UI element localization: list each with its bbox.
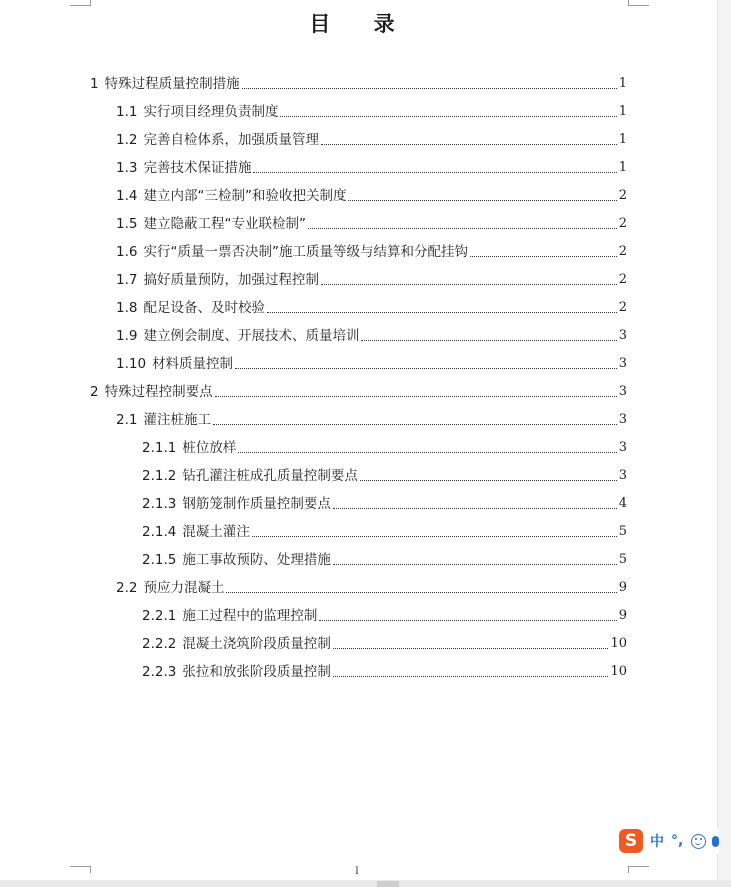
toc-entry-number: 2.2.1 xyxy=(142,608,177,624)
ime-toolbar[interactable] xyxy=(619,828,719,854)
toc-entry-number: 2.1.2 xyxy=(142,468,177,484)
toc-dot-leader xyxy=(360,479,617,481)
toc-entry[interactable] xyxy=(116,102,627,122)
toc-entry-page: 3 xyxy=(618,328,627,343)
toc-dot-leader xyxy=(242,87,617,89)
toc-entry-title[interactable]: 桩位放样 xyxy=(182,440,237,456)
toc-entry-page: 10 xyxy=(610,664,627,679)
crop-mark-bottom-left xyxy=(70,866,91,873)
toc-entry[interactable] xyxy=(116,214,627,234)
toc-dot-leader xyxy=(333,563,617,565)
toc-title: 目 录 xyxy=(309,11,413,36)
crop-mark-top-right xyxy=(628,0,649,6)
vertical-scrollbar[interactable] xyxy=(717,0,731,880)
toc-entry-title[interactable]: 实行“质量一票否决制”施工质量等级与结算和分配挂钩 xyxy=(143,244,468,260)
footer-page-number: I xyxy=(355,866,359,877)
toc-entry[interactable] xyxy=(142,494,627,514)
ime-mode-toggle[interactable]: 中 xyxy=(650,834,664,850)
toc-entry-title[interactable]: 钻孔灌注桩成孔质量控制要点 xyxy=(182,468,358,484)
toc-entry[interactable] xyxy=(142,606,627,626)
toc-entry-title[interactable]: 混凝土灌注 xyxy=(182,524,250,540)
toc-entry-title[interactable]: 张拉和放张阶段质量控制 xyxy=(182,664,331,680)
toc-entry-number: 2.2.3 xyxy=(142,664,177,680)
toc-entry[interactable] xyxy=(142,634,627,654)
toc-entry-title[interactable]: 特殊过程质量控制措施 xyxy=(104,76,240,92)
toc-dot-leader xyxy=(333,675,609,677)
toc-entry-page: 9 xyxy=(618,608,627,623)
toc-entry-number: 1 xyxy=(90,76,99,92)
toc-entry-number: 1.7 xyxy=(116,272,138,288)
toc-entry-number: 1.4 xyxy=(116,188,138,204)
toc-dot-leader xyxy=(470,255,617,257)
toc-entry[interactable] xyxy=(116,158,627,178)
toc-entry-number: 2.1.4 xyxy=(142,524,177,540)
toc-entry-number: 2.1.1 xyxy=(142,440,177,456)
horizontal-scrollbar[interactable] xyxy=(0,880,731,887)
toc-entry-page: 9 xyxy=(618,580,627,595)
toc-entry[interactable] xyxy=(116,578,627,598)
toc-entry-page: 2 xyxy=(618,300,627,315)
toc-entry-title[interactable]: 混凝土浇筑阶段质量控制 xyxy=(182,636,331,652)
toc-entry-number: 2.2.2 xyxy=(142,636,177,652)
toc-entry-page: 10 xyxy=(610,636,627,651)
toc-entry[interactable] xyxy=(90,382,627,402)
toc-entry-page: 3 xyxy=(618,468,627,483)
toc-entry-page: 2 xyxy=(618,216,627,231)
toc-dot-leader xyxy=(308,227,617,229)
ime-punctuation-toggle[interactable]: °, xyxy=(671,833,684,849)
toc-dot-leader xyxy=(226,591,616,593)
toc-entry-page: 2 xyxy=(618,272,627,287)
toc-entry-title[interactable]: 钢筋笼制作质量控制要点 xyxy=(182,496,331,512)
toc-dot-leader xyxy=(213,423,617,425)
toc-entry-page: 5 xyxy=(618,524,627,539)
toc-entry-number: 2.1 xyxy=(116,412,138,428)
toc-entry-number: 1.10 xyxy=(116,356,147,372)
toc-entry-title[interactable]: 完善自检体系，加强质量管理 xyxy=(143,132,319,148)
toc-entry-page: 1 xyxy=(618,160,627,175)
toc-entry-title[interactable]: 实行项目经理负责制度 xyxy=(143,104,279,120)
toc-entry-page: 1 xyxy=(618,76,627,91)
toc-entry[interactable] xyxy=(116,242,627,262)
sogou-logo-icon[interactable]: S xyxy=(619,829,643,853)
emoji-icon[interactable] xyxy=(691,834,706,849)
toc-dot-leader xyxy=(252,535,617,537)
toc-entry-number: 1.1 xyxy=(116,104,138,120)
toc-entry-title[interactable]: 搞好质量预防，加强过程控制 xyxy=(143,272,319,288)
toc-entry-title[interactable]: 完善技术保证措施 xyxy=(143,160,252,176)
toc-entry-title[interactable]: 施工事故预防、处理措施 xyxy=(182,552,331,568)
toc-entry-number: 1.2 xyxy=(116,132,138,148)
toc-entry-title[interactable]: 建立隐蔽工程“专业联检制” xyxy=(143,216,306,232)
toc-entry-number: 1.8 xyxy=(116,300,138,316)
toc-dot-leader xyxy=(348,199,616,201)
crop-mark-bottom-right xyxy=(628,866,649,873)
toc-entry-number: 2.2 xyxy=(116,580,138,596)
toc-dot-leader xyxy=(319,619,616,621)
toc-entry-number: 1.9 xyxy=(116,328,138,344)
toc-entry-page: 3 xyxy=(618,384,627,399)
toc-entry-number: 1.6 xyxy=(116,244,138,260)
toc-entry[interactable] xyxy=(116,186,627,206)
toc-entry[interactable] xyxy=(116,410,627,430)
toc-entry-title[interactable]: 特殊过程控制要点 xyxy=(104,384,213,400)
toc-entry-page: 3 xyxy=(618,440,627,455)
toc-dot-leader xyxy=(321,143,617,145)
toc-entry-number: 1.3 xyxy=(116,160,138,176)
toc-entry-page: 4 xyxy=(618,496,627,511)
microphone-icon[interactable] xyxy=(712,836,719,847)
horizontal-scrollbar-thumb[interactable] xyxy=(377,881,399,887)
toc-entry-page: 3 xyxy=(618,356,627,371)
toc-entry-title[interactable]: 灌注桩施工 xyxy=(143,412,211,428)
toc-entry[interactable] xyxy=(142,438,627,458)
toc-entry-title[interactable]: 建立例会制度、开展技术、质量培训 xyxy=(143,328,360,344)
toc-dot-leader xyxy=(253,171,616,173)
toc-entry[interactable] xyxy=(116,354,627,374)
toc-entry-page: 2 xyxy=(618,188,627,203)
toc-entry-number: 2.1.5 xyxy=(142,552,177,568)
toc-entry[interactable] xyxy=(90,74,627,94)
toc-dot-leader xyxy=(321,283,617,285)
toc-entry-title[interactable]: 施工过程中的监理控制 xyxy=(182,608,318,624)
toc-dot-leader xyxy=(235,367,617,369)
toc-dot-leader xyxy=(215,395,617,397)
toc-entry-page: 1 xyxy=(618,104,627,119)
toc-entry[interactable] xyxy=(116,130,627,150)
toc-entry-page: 5 xyxy=(618,552,627,567)
toc-dot-leader xyxy=(333,507,617,509)
crop-mark-top-left xyxy=(70,0,91,6)
toc-entry[interactable] xyxy=(116,298,627,318)
toc-entry-page: 3 xyxy=(618,412,627,427)
toc-entry-title[interactable]: 预应力混凝土 xyxy=(143,580,225,596)
toc-dot-leader xyxy=(333,647,609,649)
toc-entry-page: 2 xyxy=(618,244,627,259)
toc-entry-number: 1.5 xyxy=(116,216,138,232)
toc-entry[interactable] xyxy=(142,522,627,542)
toc-dot-leader xyxy=(361,339,616,341)
toc-dot-leader xyxy=(280,115,616,117)
toc-entry[interactable] xyxy=(142,550,627,570)
toc-dot-leader xyxy=(238,451,616,453)
toc-entry[interactable] xyxy=(142,662,627,682)
toc-entry-number: 2 xyxy=(90,384,99,400)
toc-entry-title[interactable]: 材料质量控制 xyxy=(152,356,234,372)
toc-entry[interactable] xyxy=(116,270,627,290)
toc-entry-number: 2.1.3 xyxy=(142,496,177,512)
toc-dot-leader xyxy=(267,311,617,313)
toc-entry-title[interactable]: 建立内部“三检制”和验收把关制度 xyxy=(143,188,347,204)
toc-entry[interactable] xyxy=(142,466,627,486)
toc-entry-title[interactable]: 配足设备、及时校验 xyxy=(143,300,265,316)
toc-entry-page: 1 xyxy=(618,132,627,147)
toc-entry[interactable] xyxy=(116,326,627,346)
